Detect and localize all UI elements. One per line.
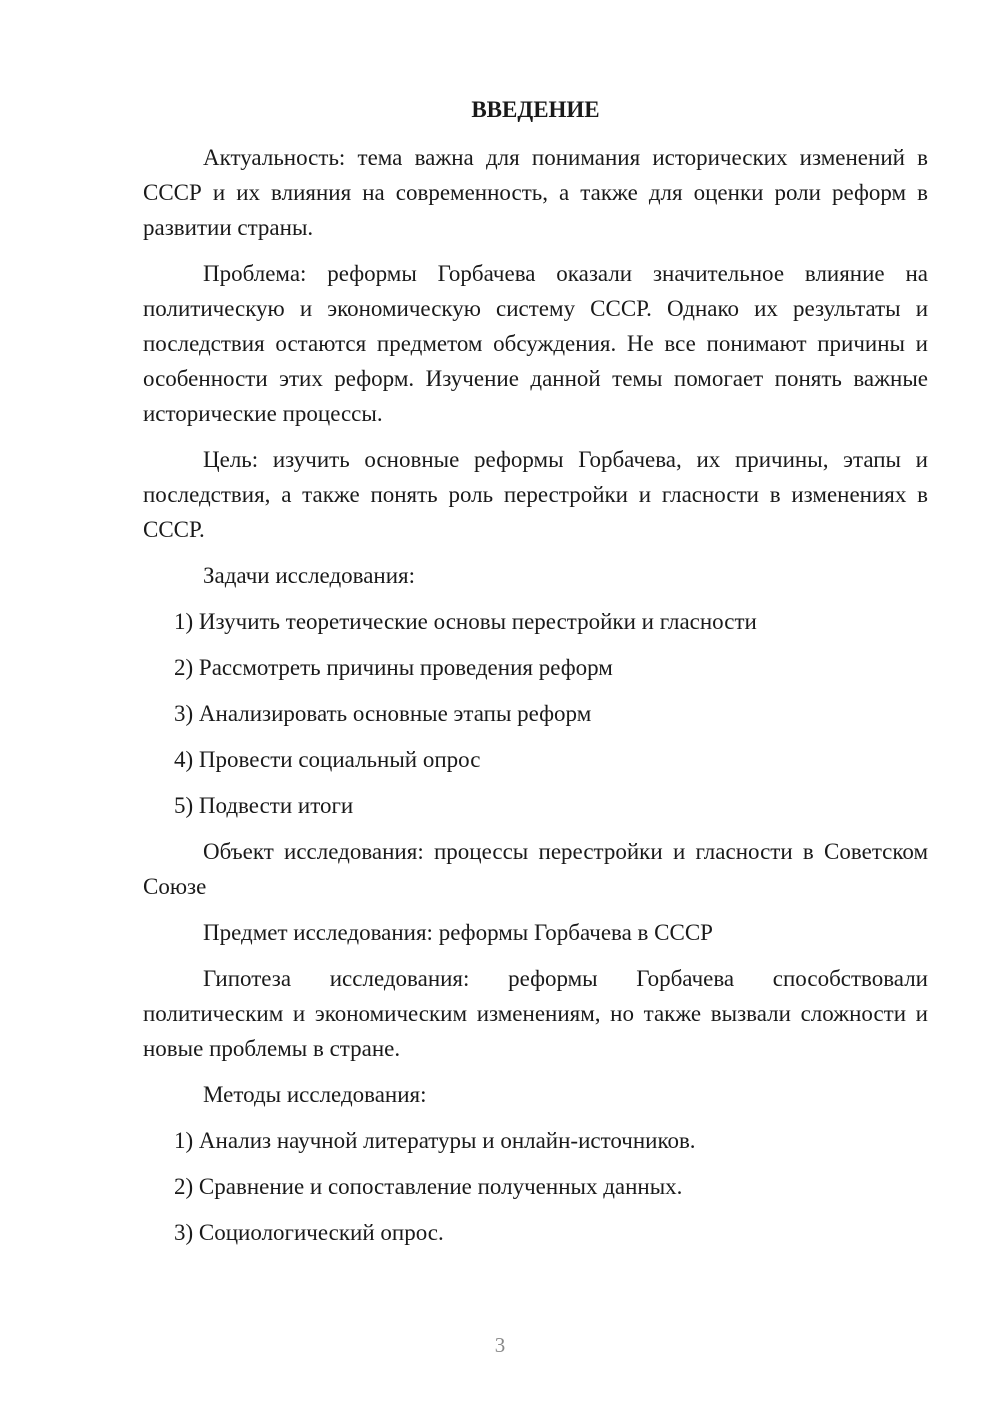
method-item: 2) Сравнение и сопоставление полученных данных. [174, 1174, 683, 1199]
page-number: 3 [494, 1333, 506, 1357]
problem-paragraph: Проблема: реформы Горбачева оказали значительное влияние на политическую и экономическую систему СССР. Однако их результаты и последствия остаются предметом обсуждения. Не все понимают причины и особенности этих реформ. Изучение данной темы помогает понять важные исторические процессы. [143, 261, 928, 426]
hypothesis-paragraph: Гипотеза исследования: реформы Горбачева способствовали политическим и экономическим изменениям, но также вызвали сложности и новые проблемы в стране. [143, 966, 928, 1061]
section-heading: ВВЕДЕНИЕ [471, 97, 600, 122]
object-paragraph: Объект исследования: процессы перестройки и гласности в Советском Союзе [143, 839, 928, 899]
method-item: 3) Социологический опрос. [174, 1220, 444, 1245]
subject-paragraph: Предмет исследования: реформы Горбачева в СССР [203, 920, 713, 945]
relevance-paragraph: Актуальность: тема важна для понимания исторических изменений в СССР и их влияния на современность, а также для оценки роли реформ в развитии страны. [143, 145, 928, 240]
goal-paragraph: Цель: изучить основные реформы Горбачева, их причины, этапы и последствия, а также понять роль перестройки и гласности в изменениях в СССР. [143, 447, 928, 542]
task-item: 5) Подвести итоги [174, 793, 354, 818]
task-item: 1) Изучить теоретические основы перестройки и гласности [174, 609, 757, 634]
method-item: 1) Анализ научной литературы и онлайн-источников. [174, 1128, 696, 1153]
tasks-title: Задачи исследования: [203, 563, 416, 588]
task-item: 3) Анализировать основные этапы реформ [174, 701, 592, 726]
task-item: 4) Провести социальный опрос [174, 747, 481, 772]
methods-title: Методы исследования: [203, 1082, 427, 1107]
task-item: 2) Рассмотреть причины проведения реформ [174, 655, 613, 680]
page-content [143, 92, 928, 1261]
